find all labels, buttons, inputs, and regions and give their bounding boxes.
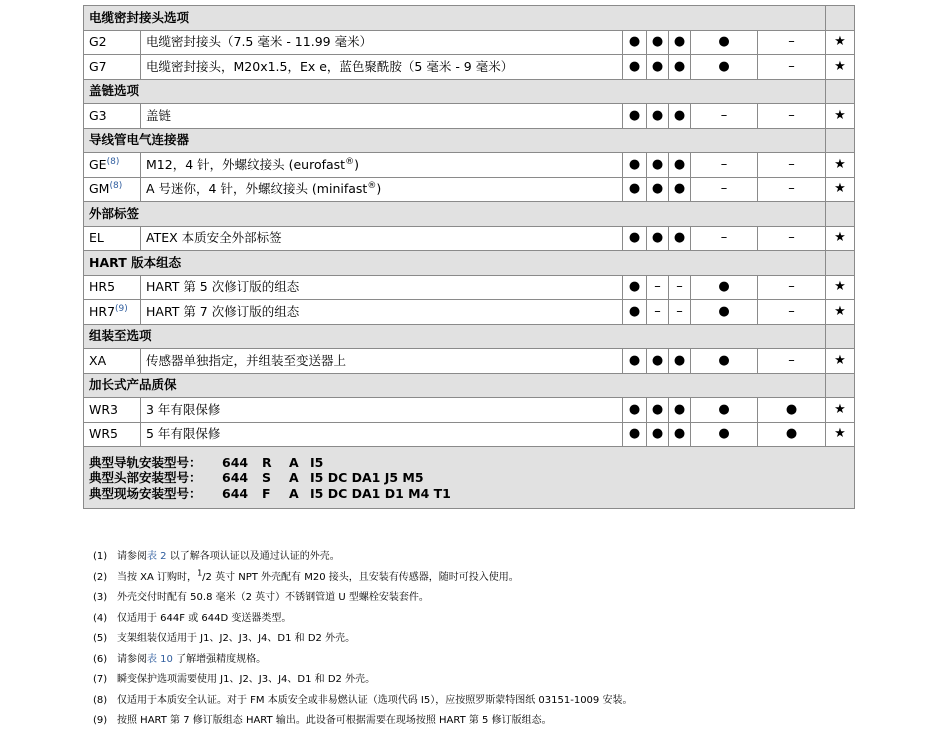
typical-model-label: 典型导轨安装型号：: [89, 454, 202, 470]
option-code: HR7: [89, 303, 116, 319]
footnote-text-start: 当按 XA 订购时，: [117, 571, 198, 583]
available-dot: ●: [691, 55, 758, 80]
footnote: [93, 609, 853, 630]
footnote-text: [117, 568, 519, 589]
footnote-text: [117, 670, 375, 691]
typical-model-label: 典型头部安装型号：: [89, 470, 202, 486]
footnote-number: (6): [93, 653, 108, 665]
typical-model-part: A: [289, 470, 299, 486]
option-description: 5 年有限保修: [146, 426, 221, 442]
footnote: [93, 711, 853, 732]
typical-model-part: I5 DC DA1 D1 M4 T1: [310, 485, 451, 501]
registered-mark: ®: [367, 181, 377, 192]
not-available-dash: –: [758, 104, 826, 129]
typical-model-line: [89, 471, 849, 487]
typical-model-part: R: [262, 454, 272, 470]
typical-model-part: 644: [222, 485, 249, 501]
option-code: EL: [89, 230, 104, 246]
section-header-blank: [826, 202, 855, 227]
typical-model-part: A: [289, 485, 299, 501]
not-available-dash: –: [691, 226, 758, 251]
not-available-dash: –: [758, 226, 826, 251]
section-header-blank: [623, 202, 826, 227]
footnote-text: [117, 650, 266, 671]
option-code-cell: [84, 177, 141, 202]
section-header-row: [84, 6, 855, 31]
available-dot: ●: [691, 30, 758, 55]
section-header-blank: [623, 128, 826, 153]
available-dot: ●: [647, 55, 669, 80]
standard-star: ★: [826, 226, 855, 251]
option-description: 电缆密封接头，M20x1.5，Ex e，蓝色聚酰胺（5 毫米 - 9 毫米）: [146, 58, 514, 74]
section-header-row: [84, 324, 855, 349]
option-code-cell: [84, 153, 141, 178]
option-description: 3 年有限保修: [146, 401, 221, 417]
typical-model-line: [89, 486, 849, 502]
section-header-blank: [826, 373, 855, 398]
not-available-dash: –: [758, 275, 826, 300]
available-dot: ●: [669, 104, 691, 129]
option-description: M12，4 针，外螺纹接头 (eurofast: [146, 156, 346, 172]
available-dot: ●: [623, 275, 647, 300]
table-row: [84, 30, 855, 55]
option-code-cell: [84, 55, 141, 80]
option-description-cell: [141, 275, 623, 300]
table-row: [84, 275, 855, 300]
available-dot: ●: [647, 153, 669, 178]
available-dot: ●: [758, 398, 826, 423]
section-title: 盖链选项: [84, 79, 623, 104]
option-description-cell: [141, 30, 623, 55]
section-header-blank: [826, 128, 855, 153]
available-dot: ●: [647, 398, 669, 423]
standard-star: ★: [826, 422, 855, 447]
footnote-text: [117, 711, 552, 732]
option-description: 盖链: [146, 107, 172, 123]
footnote-text-start: 请参阅: [117, 551, 147, 562]
option-code: WR5: [89, 426, 118, 442]
table-row: [84, 398, 855, 423]
available-dot: ●: [623, 300, 647, 325]
typical-model-part: F: [262, 485, 271, 501]
option-code: G2: [89, 34, 107, 50]
option-description-end: ): [376, 181, 382, 197]
table-link[interactable]: 表 2: [147, 551, 167, 562]
available-dot: ●: [669, 398, 691, 423]
table-row: [84, 55, 855, 80]
not-available-dash: –: [758, 349, 826, 374]
available-dot: ●: [623, 422, 647, 447]
section-header-blank: [623, 373, 826, 398]
fraction-numerator: 1: [197, 568, 203, 578]
section-title: 加长式产品质保: [84, 373, 623, 398]
option-code: G7: [89, 58, 107, 74]
table-row: [84, 422, 855, 447]
available-dot: ●: [691, 300, 758, 325]
footnote-ref[interactable]: (9): [115, 303, 128, 314]
section-header-blank: [623, 324, 826, 349]
not-available-dash: –: [647, 275, 669, 300]
option-description-cell: [141, 398, 623, 423]
section-header-blank: [623, 79, 826, 104]
option-code-cell: [84, 30, 141, 55]
available-dot: ●: [647, 104, 669, 129]
section-title: 电缆密封接头选项: [84, 6, 623, 31]
option-code: G3: [89, 107, 107, 123]
footnote: [93, 670, 853, 691]
option-description-cell: [141, 349, 623, 374]
registered-mark: ®: [345, 156, 355, 167]
not-available-dash: –: [691, 177, 758, 202]
available-dot: ●: [669, 177, 691, 202]
standard-star: ★: [826, 55, 855, 80]
footnote-number: (7): [93, 674, 108, 685]
section-header-blank: [826, 6, 855, 31]
not-available-dash: –: [669, 275, 691, 300]
typical-model-part: I5: [310, 454, 324, 470]
available-dot: ●: [758, 422, 826, 447]
option-code: HR5: [89, 279, 116, 295]
available-dot: ●: [647, 349, 669, 374]
footnote: [93, 547, 853, 568]
standard-star: ★: [826, 300, 855, 325]
option-code-cell: [84, 275, 141, 300]
standard-star: ★: [826, 398, 855, 423]
section-header-blank: [826, 251, 855, 276]
footnote-text: [117, 609, 291, 630]
option-description: ATEX 本质安全外部标签: [146, 230, 282, 246]
footnote-number: (1): [93, 551, 108, 562]
option-description: HART 第 7 次修订版的组态: [146, 303, 300, 319]
typical-model-part: A: [289, 454, 299, 470]
standard-star: ★: [826, 349, 855, 374]
section-header-blank: [826, 324, 855, 349]
options-table: [83, 5, 855, 509]
section-title: 组装至选项: [84, 324, 623, 349]
section-header-blank: [623, 251, 826, 276]
standard-star: ★: [826, 30, 855, 55]
available-dot: ●: [623, 226, 647, 251]
standard-star: ★: [826, 104, 855, 129]
option-description-cell: [141, 226, 623, 251]
typical-model-part: I5 DC DA1 J5 M5: [310, 470, 424, 486]
table-row: [84, 177, 855, 202]
option-code-cell: [84, 422, 141, 447]
option-code-cell: [84, 349, 141, 374]
footnote-number: (5): [93, 633, 108, 644]
footnote-number: (2): [93, 571, 108, 583]
available-dot: ●: [623, 55, 647, 80]
footnote-text-start: 请参阅: [117, 653, 147, 665]
footnote-text-end: 以了解各项认证以及通过认证的外壳。: [166, 551, 340, 562]
footnote-number: (8): [93, 694, 108, 706]
available-dot: ●: [669, 30, 691, 55]
table-row: [84, 153, 855, 178]
table-row: [84, 349, 855, 374]
section-header-row: [84, 79, 855, 104]
option-description: HART 第 5 次修订版的组态: [146, 279, 300, 295]
footnote-text: [117, 547, 340, 568]
footnote-text-start: 支架组装仅适用于 J1、J2、J3、J4、D1 和 D2 外壳。: [117, 633, 356, 644]
available-dot: ●: [669, 226, 691, 251]
footnote-ref[interactable]: (8): [106, 156, 120, 167]
not-available-dash: –: [669, 300, 691, 325]
section-header-row: [84, 373, 855, 398]
footnote: [93, 629, 853, 650]
section-header-row: [84, 128, 855, 153]
option-description-cell: [141, 177, 623, 202]
option-description: 传感器单独指定，并组装至变送器上: [146, 352, 347, 368]
footnote: [93, 650, 853, 671]
section-header-row: [84, 251, 855, 276]
footnote-text-end: /2 英寸 NPT 外壳配有 M20 接头，且安装有传感器，随时可投入使用。: [202, 571, 519, 583]
option-code: GE: [89, 156, 107, 172]
table-row: [84, 226, 855, 251]
typical-model-part: S: [262, 470, 272, 486]
available-dot: ●: [623, 349, 647, 374]
available-dot: ●: [647, 226, 669, 251]
footnote-text-start: 外壳交付时配有 50.8 毫米（2 英寸）不锈钢管道 U 型螺栓安装套件。: [117, 592, 429, 603]
option-description: A 号迷你，4 针，外螺纹接头 (minifast: [146, 181, 368, 197]
section-title: 导线管电气连接器: [84, 128, 623, 153]
footnote-number: (4): [93, 612, 108, 624]
available-dot: ●: [691, 275, 758, 300]
footnote-text: [117, 691, 632, 712]
footnote-text-start: 仅适用于本质安全认证。对于 FM 本质安全或非易燃认证（选项代码 I5），应按照罗斯蒙特图纸 03151-1009 安装。: [117, 694, 633, 706]
standard-star: ★: [826, 177, 855, 202]
option-code-cell: [84, 398, 141, 423]
available-dot: ●: [623, 398, 647, 423]
not-available-dash: –: [758, 55, 826, 80]
footnote: [93, 691, 853, 712]
available-dot: ●: [647, 30, 669, 55]
option-code: WR3: [89, 401, 118, 417]
available-dot: ●: [623, 153, 647, 178]
option-description: 电缆密封接头（7.5 毫米 - 11.99 毫米）: [146, 34, 373, 50]
table-row: [84, 104, 855, 129]
footnote-text-start: 按照 HART 第 7 修订版组态 HART 输出。此设备可根据需要在现场按照 HART 第 5 修订版组态。: [117, 715, 552, 726]
not-available-dash: –: [758, 177, 826, 202]
footnote-ref[interactable]: (8): [109, 181, 123, 192]
option-description-cell: [141, 104, 623, 129]
option-code-cell: [84, 226, 141, 251]
footnotes: [93, 547, 853, 732]
footnote-text-end: 了解增强精度规格。: [172, 653, 267, 665]
standard-star: ★: [826, 275, 855, 300]
footnote-text: [117, 588, 429, 609]
option-description-cell: [141, 153, 623, 178]
footnote-text-start: 瞬变保护选项需要使用 J1、J2、J3、J4、D1 和 D2 外壳。: [117, 674, 376, 685]
option-code-cell: [84, 300, 141, 325]
typical-model-line: [89, 455, 849, 471]
available-dot: ●: [691, 398, 758, 423]
available-dot: ●: [623, 104, 647, 129]
available-dot: ●: [647, 422, 669, 447]
section-header-row: [84, 202, 855, 227]
available-dot: ●: [669, 349, 691, 374]
available-dot: ●: [647, 177, 669, 202]
not-available-dash: –: [758, 30, 826, 55]
standard-star: ★: [826, 153, 855, 178]
typical-models-row: [84, 447, 855, 509]
option-description-cell: [141, 55, 623, 80]
not-available-dash: –: [691, 104, 758, 129]
footnote: [93, 568, 853, 589]
typical-model-part: 644: [222, 454, 249, 470]
footnote: [93, 588, 853, 609]
available-dot: ●: [623, 30, 647, 55]
footnote-number: (3): [93, 592, 108, 603]
section-title: 外部标签: [84, 202, 623, 227]
available-dot: ●: [623, 177, 647, 202]
section-header-blank: [826, 79, 855, 104]
available-dot: ●: [669, 422, 691, 447]
available-dot: ●: [691, 349, 758, 374]
available-dot: ●: [669, 55, 691, 80]
footnote-number: (9): [93, 715, 108, 726]
table-link[interactable]: 表 10: [147, 653, 173, 665]
typical-models-cell: [84, 447, 855, 509]
not-available-dash: –: [647, 300, 669, 325]
available-dot: ●: [691, 422, 758, 447]
typical-model-label: 典型现场安装型号：: [89, 485, 202, 501]
typical-model-part: 644: [222, 470, 249, 486]
not-available-dash: –: [758, 153, 826, 178]
option-description-end: ): [354, 156, 359, 172]
option-code: GM: [89, 181, 110, 197]
not-available-dash: –: [691, 153, 758, 178]
option-description-cell: [141, 300, 623, 325]
option-code: XA: [89, 352, 107, 368]
not-available-dash: –: [758, 300, 826, 325]
footnote-text-start: 仅适用于 644F 或 644D 变送器类型。: [117, 612, 292, 624]
section-header-blank: [623, 6, 826, 31]
option-code-cell: [84, 104, 141, 129]
available-dot: ●: [669, 153, 691, 178]
footnote-text: [117, 629, 355, 650]
option-description-cell: [141, 422, 623, 447]
table-row: [84, 300, 855, 325]
section-title: HART 版本组态: [84, 251, 623, 276]
